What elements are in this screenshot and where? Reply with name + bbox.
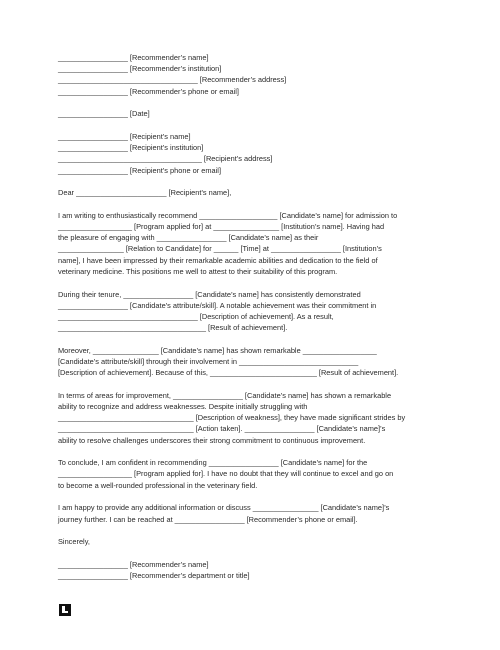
- paragraph-line: journey further. I can be reached at _________________ [Recommender’s phone or email].: [58, 514, 358, 524]
- paragraph-intro: [58, 210, 448, 277]
- paragraph-contact: [58, 502, 448, 524]
- paragraph-line: to become a well-rounded professional in the veterinary field.: [58, 480, 258, 490]
- spacer: [58, 446, 448, 458]
- paragraph-line: To conclude, I am confident in recommending _________________ [Candidate’s name] for the: [58, 458, 368, 468]
- paragraph-line: _________________________________ [Description of weakness], they have made significant strides by: [58, 413, 406, 423]
- recommender-name-line: _________________ [Recommender’s name]: [58, 53, 209, 62]
- paragraph-improvement: [58, 390, 448, 446]
- signature-title-line: _________________ [Recommender’s department or title]: [58, 571, 250, 581]
- paragraph-line: name], I have been impressed by their remarkable academic abilities and dedication to the field of: [58, 255, 378, 265]
- paragraph-line: In terms of areas for improvement, _________________ [Candidate’s name] has shown a remarkable: [58, 390, 392, 400]
- paragraph-line: _________________________________ [Action taken]. _________________ [Candidate’s name]’s: [58, 424, 386, 434]
- paragraph-line: ability to resolve challenges underscores their strong commitment to continuous improvement.: [58, 435, 366, 445]
- paragraph-line: __________________ [Program applied for] at ________________ [Institution’s name]. Having had: [58, 222, 385, 232]
- spacer: [58, 491, 448, 503]
- recommender-institution-line: _________________ [Recommender’s institution]: [58, 64, 222, 74]
- spacer: [58, 198, 448, 210]
- recipient-contact-line: _________________ [Recipient’s phone or email]: [58, 165, 221, 175]
- recipient-institution-line: _________________ [Recipient’s institution]: [58, 143, 204, 153]
- paragraph-line: _________________ [Candidate’s attribute/skill]. A notable achievement was their commitment in: [58, 300, 377, 310]
- paragraph-line: [Description of achievement]. Because of this, __________________________ [Result of achievement].: [58, 368, 399, 378]
- paragraph-moreover: [58, 345, 448, 379]
- paragraph-line: ability to recognize and address weaknesses. Despite initially struggling with: [58, 402, 308, 411]
- spacer: [58, 547, 448, 559]
- closing: Sincerely,: [58, 537, 90, 547]
- spacer: [58, 176, 448, 188]
- spacer: [58, 333, 448, 345]
- paragraph-line: __________________________________ [Description of achievement]. As a result,: [58, 311, 334, 321]
- spacer: [58, 277, 448, 289]
- recommender-address-line: __________________________________ [Recommender’s address]: [58, 75, 287, 85]
- spacer: [58, 378, 448, 390]
- paragraph-line: the pleasure of engaging with _________________ [Candidate’s name] as their: [58, 233, 319, 243]
- date-line: _________________ [Date]: [58, 109, 150, 119]
- signature-name-line: _________________ [Recommender’s name]: [58, 559, 209, 569]
- paragraph-line: ____________________________________ [Result of achievement].: [58, 323, 288, 333]
- paragraph-line: ________________ [Relation to Candidate] for ______ [Time] at _________________ [Institution’s: [58, 244, 382, 254]
- paragraph-tenure: [58, 289, 448, 334]
- recommender-contact-line: _________________ [Recommender’s phone or email]: [58, 86, 239, 96]
- paragraph-line: During their tenure, _________________ [Candidate’s name] has consistently demonstrated: [58, 289, 361, 299]
- paragraph-conclusion: [58, 457, 448, 491]
- brand-logo-icon: [59, 604, 71, 616]
- paragraph-line: veterinary medicine. This positions me well to attest to their suitability of this program.: [58, 266, 338, 276]
- spacer: [58, 97, 448, 109]
- paragraph-line: [Candidate’s attribute/skill] through their involvement in _____________________________: [58, 356, 359, 366]
- recipient-address-line: ___________________________________ [Recipient’s address]: [58, 154, 273, 164]
- paragraph-line: Moreover, ________________ [Candidate’s name] has shown remarkable __________________: [58, 345, 377, 355]
- salutation: Dear ______________________ [Recipient’s name],: [58, 188, 232, 198]
- spacer: [58, 525, 448, 537]
- paragraph-line: __________________ [Program applied for]. I have no doubt that they will continue to excel and go on: [58, 469, 394, 479]
- signature-block: [58, 559, 448, 581]
- recipient-block: [58, 131, 448, 176]
- paragraph-line: I am writing to enthusiastically recommend ___________________ [Candidate’s name] for admission to: [58, 210, 398, 220]
- spacer: [58, 119, 448, 131]
- letter-page: [58, 52, 448, 581]
- paragraph-line: I am happy to provide any additional information or discuss ________________ [Candidate’s name]’s: [58, 503, 390, 513]
- recommender-block: [58, 52, 448, 97]
- recipient-name-line: _________________ [Recipient’s name]: [58, 131, 191, 141]
